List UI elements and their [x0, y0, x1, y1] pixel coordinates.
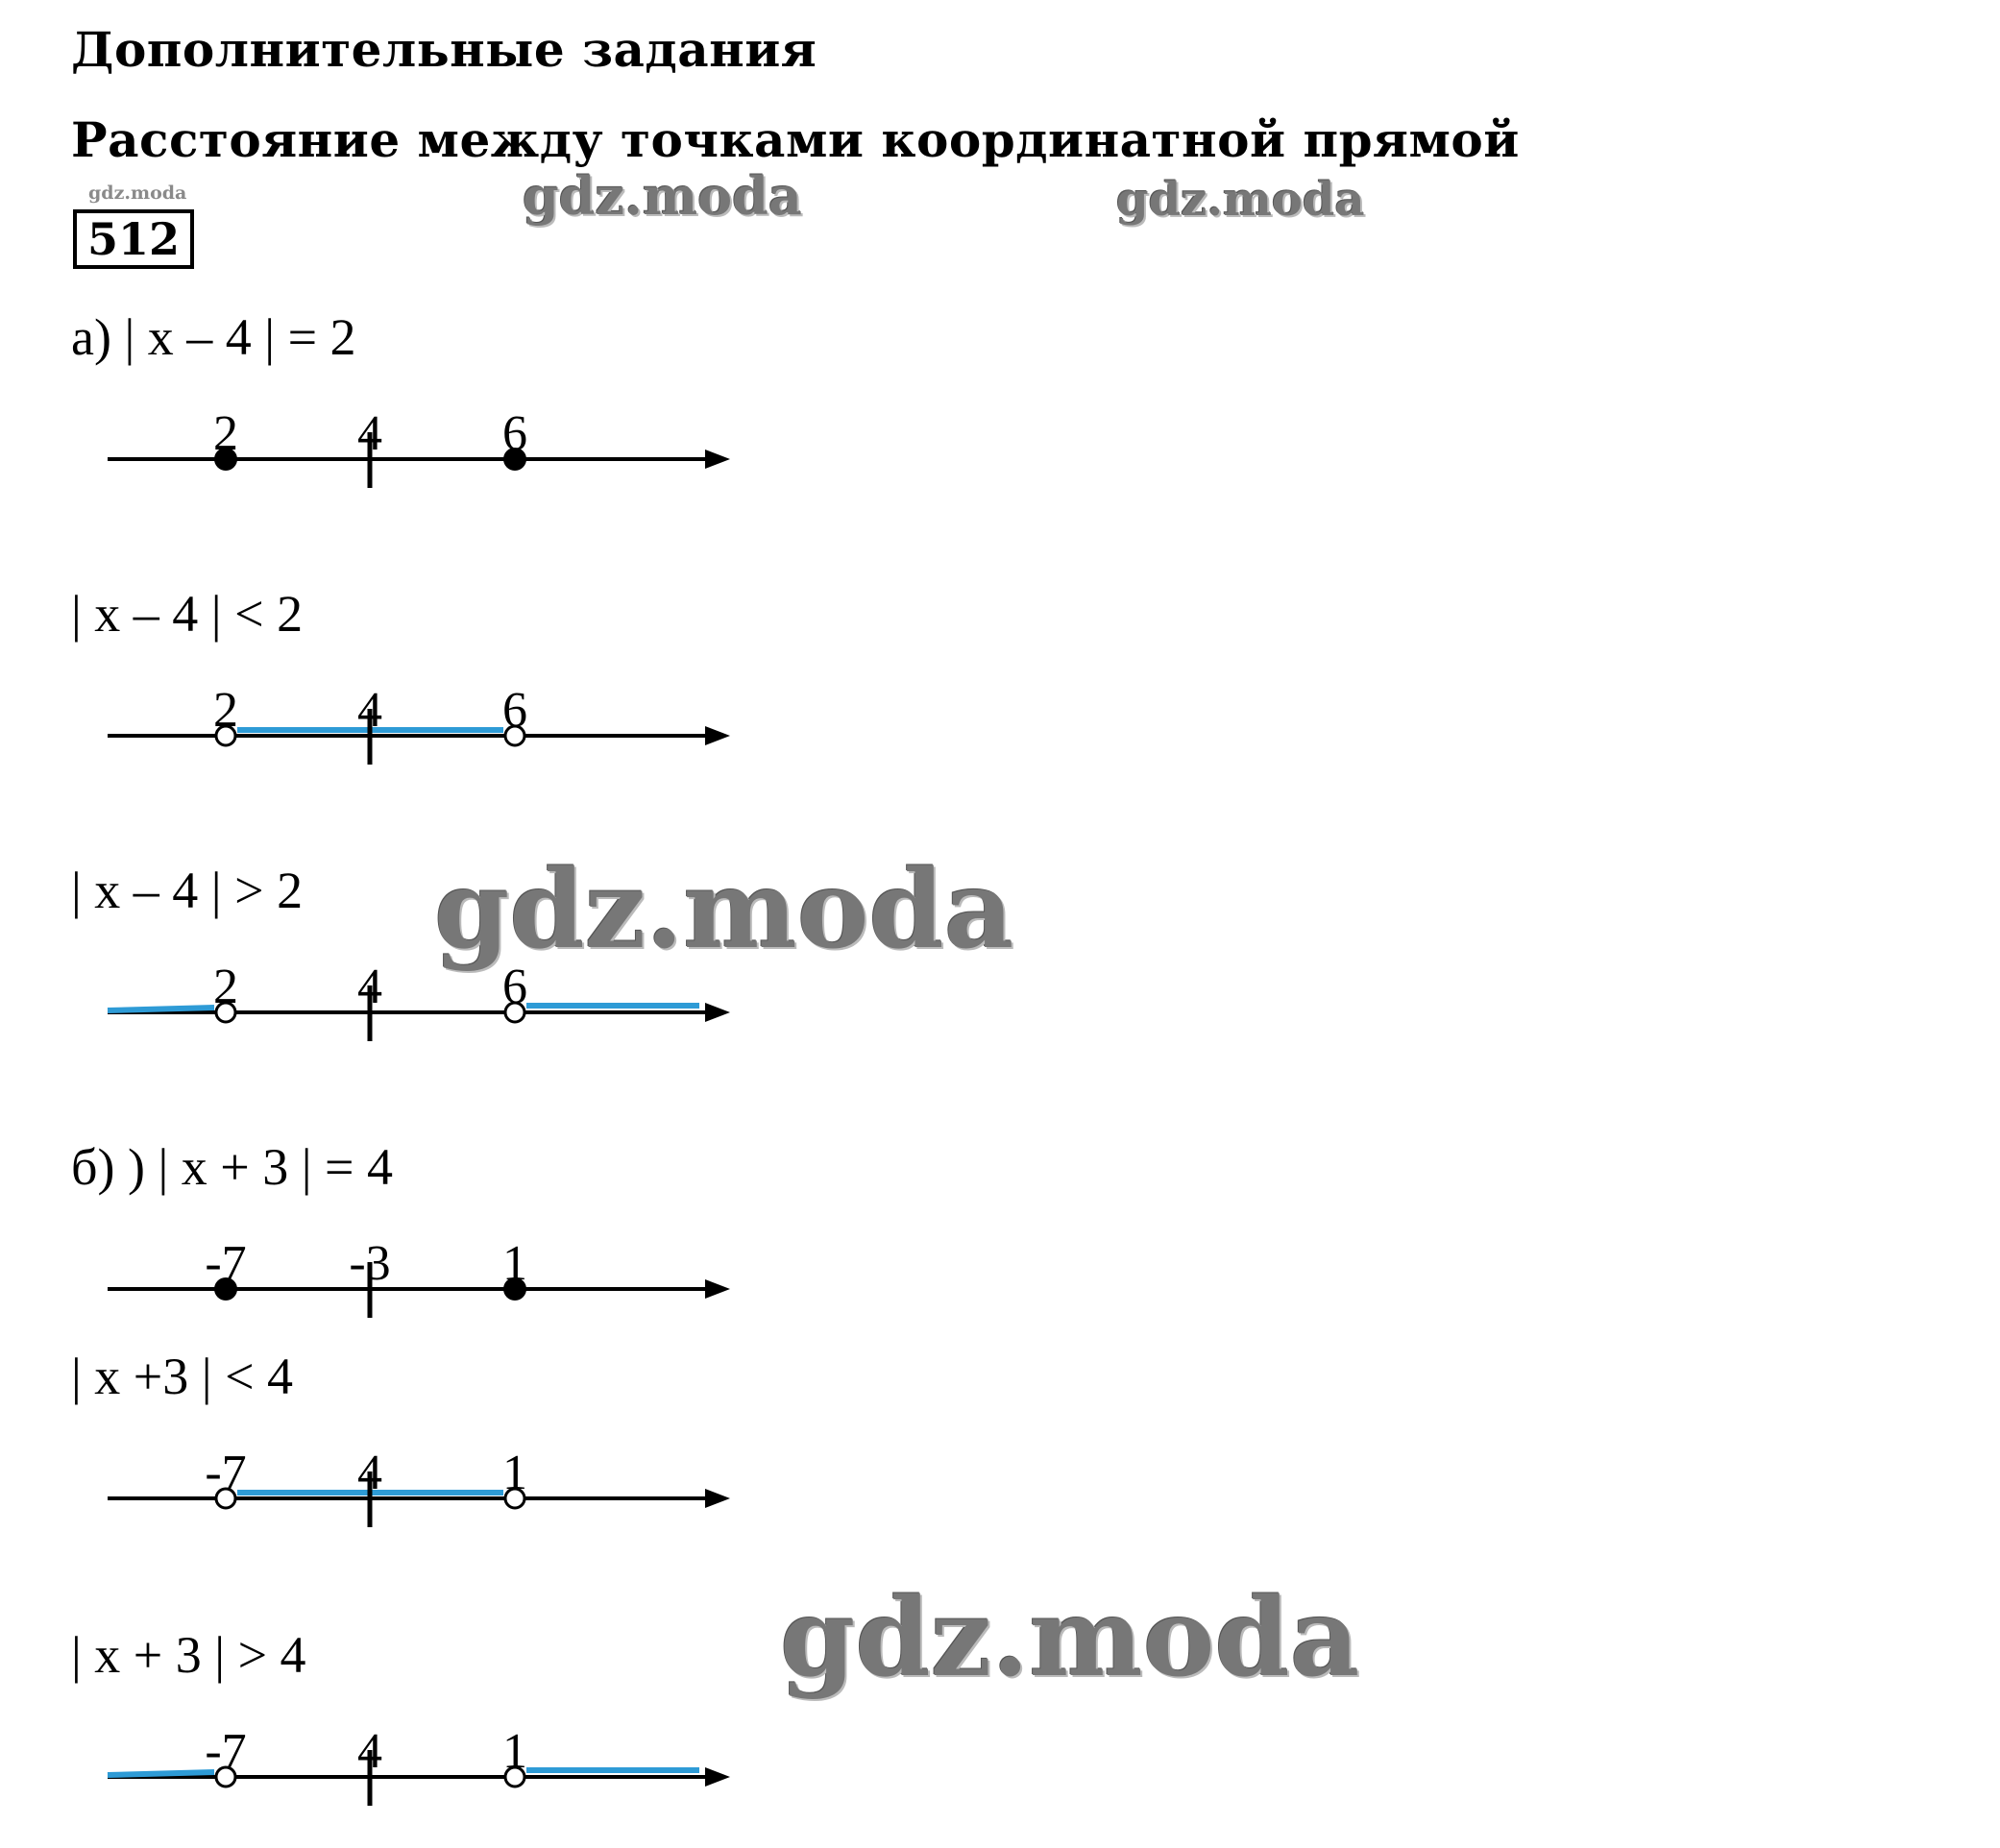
point-label: 4 [357, 960, 382, 1014]
watermark-top-right: gdz.moda [1116, 173, 1365, 227]
axis-arrow [705, 1279, 730, 1299]
point-label: -7 [205, 1446, 247, 1500]
point-label: 6 [502, 683, 527, 738]
point-label: 6 [502, 406, 527, 461]
section-title: Дополнительные задания [71, 21, 817, 78]
axis-arrow [705, 1003, 730, 1022]
point-label: 4 [357, 683, 382, 738]
number-line-b1 [0, 1224, 2000, 1358]
number-line-b3 [0, 1712, 2000, 1846]
equation-a2: | x – 4 | < 2 [71, 585, 304, 643]
axis-arrow [705, 1489, 730, 1508]
point-label: 6 [502, 960, 527, 1014]
point-label: 4 [357, 1446, 382, 1500]
watermark-bottom: gdz.moda [780, 1575, 1360, 1701]
equation-a3: | x – 4 | > 2 [71, 862, 304, 919]
solution-ray-left [108, 1008, 214, 1010]
axis-arrow [705, 726, 730, 745]
point-label: 2 [213, 960, 238, 1014]
point-label: 1 [502, 1236, 527, 1291]
point-label: -7 [205, 1236, 247, 1291]
watermark-top-left: gdz.moda [523, 165, 802, 227]
equation-b2: | x +3 | < 4 [71, 1348, 294, 1405]
equation-a1: а) | x – 4 | = 2 [71, 308, 356, 366]
point-label: 2 [213, 406, 238, 461]
point-label: 2 [213, 683, 238, 738]
topic-title: Расстояние между точками координатной прямой [71, 111, 1520, 168]
solution-ray-left [108, 1772, 214, 1775]
point-label: -7 [205, 1724, 247, 1779]
point-label: 1 [502, 1446, 527, 1500]
equation-b3: | x + 3 | > 4 [71, 1626, 306, 1684]
axis-arrow [705, 1767, 730, 1787]
problem-number: 512 [73, 209, 194, 269]
number-line-b2 [0, 1433, 2000, 1568]
axis-arrow [705, 450, 730, 469]
point-label: 4 [357, 406, 382, 461]
point-label: 1 [502, 1724, 527, 1779]
watermark-middle: gdz.moda [434, 847, 1014, 973]
point-label: -3 [349, 1236, 391, 1291]
number-line-a3 [0, 947, 2000, 1082]
number-line-a2 [0, 670, 2000, 805]
small-watermark: gdz.moda [88, 182, 187, 204]
point-label: 4 [357, 1724, 382, 1779]
equation-b1: б) ) | x + 3 | = 4 [71, 1138, 393, 1196]
number-line-a1 [0, 394, 2000, 528]
